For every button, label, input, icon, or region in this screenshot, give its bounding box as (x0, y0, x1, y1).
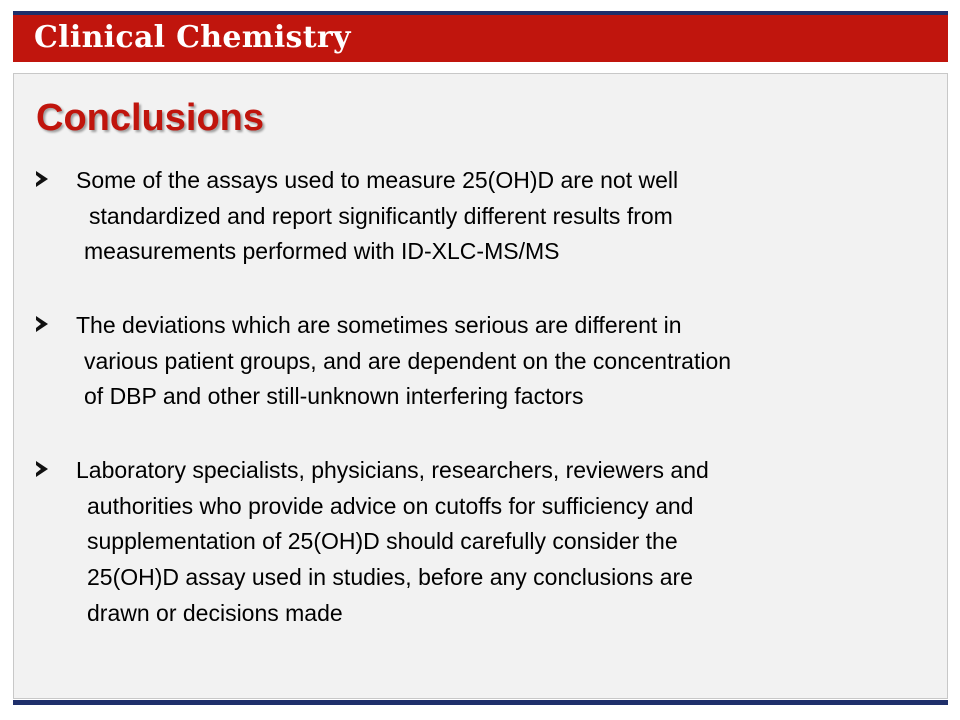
bullet-line: authorities who provide advice on cutoffs for sufficiency and (87, 493, 694, 519)
bullet-line: supplementation of 25(OH)D should carefully consider the (87, 528, 678, 554)
bullet-line: The deviations which are sometimes serious are different in (76, 312, 682, 338)
bullet-line: Laboratory specialists, physicians, researchers, reviewers and (76, 457, 709, 483)
title-bar (13, 15, 948, 62)
bullet-line: various patient groups, and are dependent on the concentration (84, 348, 732, 374)
bullet-line: standardized and report significantly different results from (89, 203, 673, 229)
bullet-line: measurements performed with ID-XLC-MS/MS (84, 238, 560, 264)
arrow-bullet-icon (36, 171, 48, 187)
bullet-list (14, 74, 947, 698)
journal-title: Clinical Chemistry (34, 20, 351, 55)
content-panel (13, 73, 948, 699)
bullet-line: drawn or decisions made (87, 600, 343, 626)
arrow-bullet-icon (36, 316, 48, 332)
bullet-line: of DBP and other still-unknown interfering factors (84, 383, 584, 409)
arrow-bullet-icon (36, 461, 48, 477)
slide-heading: Conclusions (36, 97, 265, 139)
bullet-line: 25(OH)D assay used in studies, before any conclusions are (87, 564, 693, 590)
bullet-line: Some of the assays used to measure 25(OH)D are not well (76, 167, 679, 193)
bottom-rule (13, 700, 948, 705)
